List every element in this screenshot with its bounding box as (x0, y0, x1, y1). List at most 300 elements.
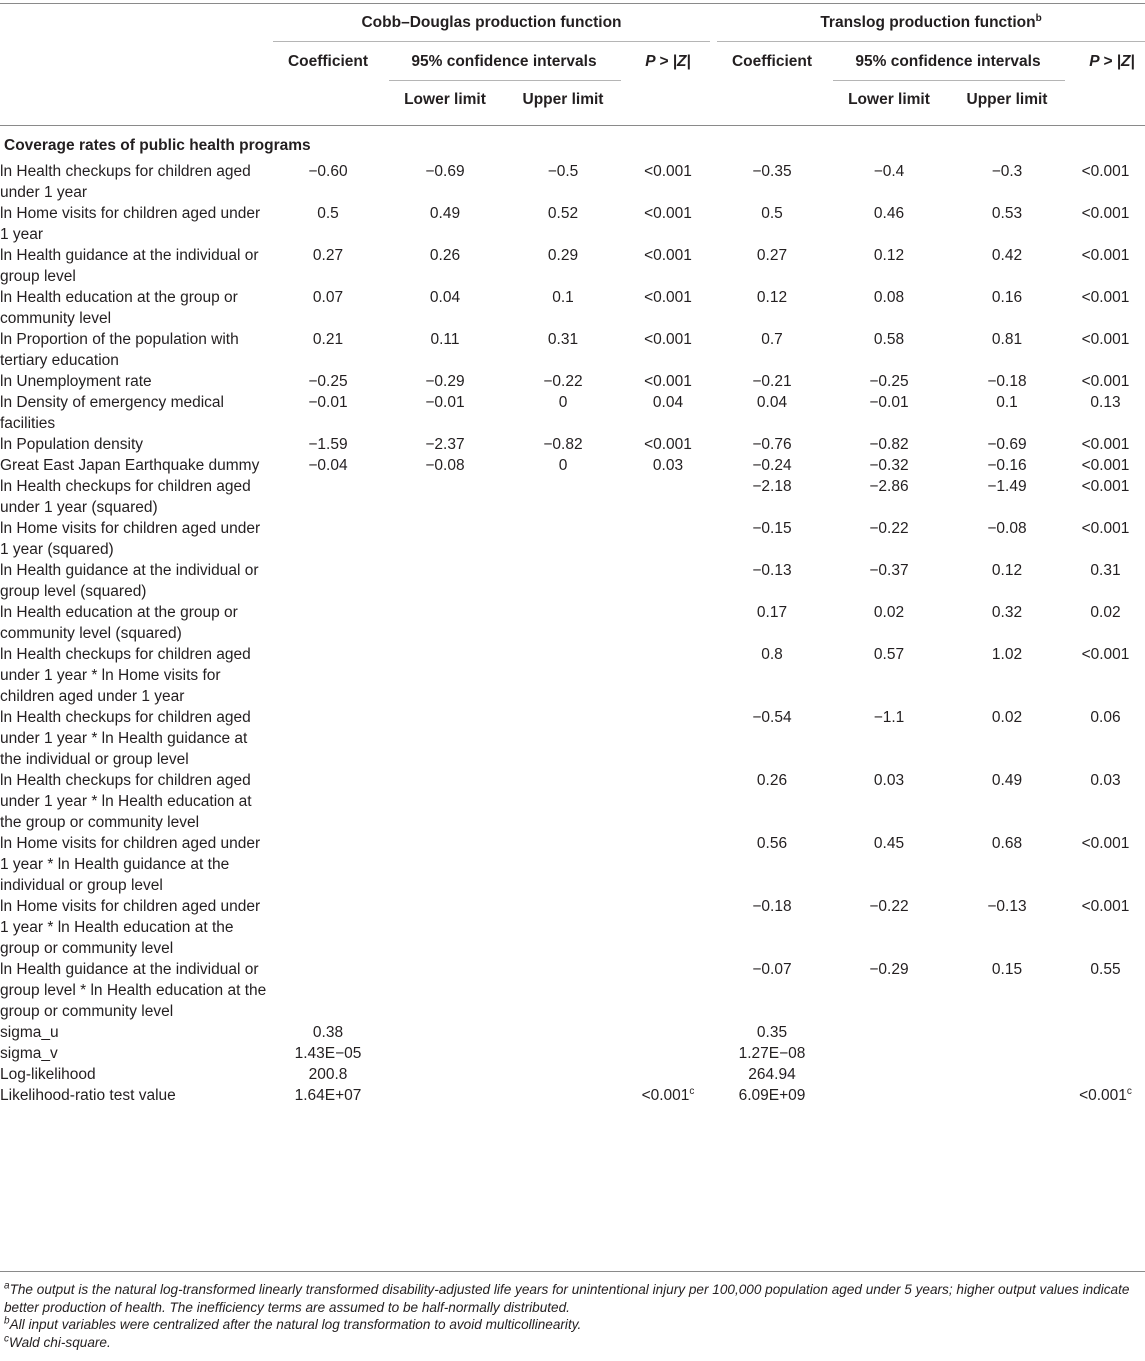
tl-coefficient-header: Coefficient (731, 53, 813, 70)
tl-lower-limit-cell (830, 476, 948, 518)
tl-lower-limit-cell (830, 1022, 948, 1043)
row-label: ln Health checkups for children aged under 1 year (squared) (0, 478, 251, 516)
tl-coefficient-value: 0.17 (756, 604, 788, 621)
cd-lower-limit-cell (386, 1043, 504, 1064)
tl-lower-limit-value: −0.25 (869, 373, 909, 390)
tl-coefficient-value: −0.35 (752, 163, 792, 180)
row-label: ln Health checkups for children aged under 1 year (0, 163, 251, 201)
tl-lower-limit-value: −0.22 (869, 520, 909, 537)
tl-coefficient-value: −0.21 (752, 373, 792, 390)
tl-coefficient-cell (714, 287, 830, 329)
table-row (0, 959, 1145, 1022)
footnote-mark: c (4, 1332, 9, 1344)
cd-upper-limit-cell (504, 707, 622, 770)
tl-p-value-cell (1066, 644, 1145, 707)
tl-header-text: Translog production function (820, 14, 1036, 31)
cd-upper-header: Upper limit (522, 91, 604, 108)
tl-p-value-cell (1066, 770, 1145, 833)
cd-lower-limit-cell (386, 161, 504, 203)
cd-coefficient-value: 200.8 (308, 1066, 348, 1083)
tl-p-value-cell (1066, 707, 1145, 770)
row-label: ln Health guidance at the individual or group level (squared) (0, 562, 259, 600)
cd-coefficient-cell (270, 602, 386, 644)
tl-p-value-cell (1066, 203, 1145, 245)
tl-upper-limit-cell (948, 161, 1066, 203)
footnote-mark: a (4, 1280, 10, 1292)
row-label: ln Proportion of the population with tertiary education (0, 331, 239, 369)
cd-coefficient-cell (270, 161, 386, 203)
tl-upper-limit-value: 0.32 (991, 604, 1023, 621)
tl-coefficient-value: 0.04 (756, 394, 788, 411)
cd-upper-limit-cell (504, 959, 622, 1022)
tl-lower-limit-cell (830, 896, 948, 959)
tl-coefficient-value: 0.8 (761, 646, 783, 663)
cd-upper-limit-value: 0.52 (547, 205, 579, 222)
cd-p-value-cell (622, 1043, 714, 1064)
tl-lower-limit-cell (830, 518, 948, 560)
tl-coefficient-value: −0.76 (752, 436, 792, 453)
tl-p-header (1066, 53, 1145, 71)
p-value-footnote-mark: c (689, 1085, 695, 1097)
tl-p-value-value: <0.001 (1081, 520, 1130, 537)
cd-upper-limit-cell (504, 203, 622, 245)
table-row (0, 602, 1145, 644)
tl-p-value-cell (1066, 329, 1145, 371)
tl-upper-limit-value: 0.68 (991, 835, 1023, 852)
tl-p-value-cell (1066, 959, 1145, 1022)
row-label: Great East Japan Earthquake dummy (0, 457, 260, 474)
cd-upper-limit-cell (504, 476, 622, 518)
cd-p-value-value: <0.001 (644, 163, 692, 180)
cd-coefficient-cell (270, 644, 386, 707)
cd-p-value-cell (622, 371, 714, 392)
tl-lower-limit-cell (830, 959, 948, 1022)
cd-upper-limit-value: −0.82 (543, 436, 583, 453)
tl-lower-limit-value: −0.32 (869, 457, 909, 474)
cd-upper-limit-value: 0 (558, 457, 568, 474)
table-row (0, 161, 1145, 203)
cd-coefficient-cell (270, 1064, 386, 1085)
tl-upper-limit-cell (948, 560, 1066, 602)
cd-p-value-cell (622, 518, 714, 560)
tl-ci-header: 95% confidence intervals (855, 53, 1041, 70)
cd-lower-limit-cell (386, 392, 504, 434)
tl-lower-limit-cell (830, 833, 948, 896)
tl-lower-limit-cell (830, 434, 948, 455)
tl-lower-limit-value: −0.4 (873, 163, 905, 180)
table-row (0, 770, 1145, 833)
tl-upper-limit-value: 0.42 (991, 247, 1023, 264)
cd-p-value-value: <0.001 (644, 247, 692, 264)
cd-upper-limit-value: 0.29 (547, 247, 579, 264)
cd-p-value-value: <0.001 (641, 1087, 690, 1104)
cd-coefficient-cell (270, 707, 386, 770)
tl-lower-limit-cell (830, 707, 948, 770)
tl-lower-limit-value: 0.58 (873, 331, 905, 348)
cd-coefficient-cell (270, 833, 386, 896)
row-label: ln Home visits for children aged under 1 year * ln Health education at the group or community level (0, 898, 261, 957)
table-row (0, 371, 1145, 392)
cd-p-value-value: 0.04 (652, 394, 684, 411)
table-row (0, 245, 1145, 287)
row-label: ln Health checkups for children aged under 1 year * ln Health education at the group or community level (0, 772, 252, 831)
cd-p-value-cell (622, 1022, 714, 1043)
cd-lower-limit-cell (386, 371, 504, 392)
cd-upper-limit-cell (504, 518, 622, 560)
tl-p-value-value: 0.31 (1090, 562, 1121, 579)
tl-coefficient-cell (714, 602, 830, 644)
table-row (0, 644, 1145, 707)
tl-lower-limit-cell (830, 602, 948, 644)
tl-lower-limit-value: 0.03 (873, 772, 905, 789)
row-label: sigma_u (0, 1024, 59, 1041)
cd-lower-limit-cell (386, 602, 504, 644)
row-label: ln Home visits for children aged under 1 year (squared) (0, 520, 261, 558)
tl-upper-limit-cell (948, 833, 1066, 896)
tl-upper-limit-value: 0.53 (991, 205, 1023, 222)
cd-upper-limit-cell (504, 560, 622, 602)
row-label: ln Health checkups for children aged under 1 year * ln Home visits for children aged under 1 year (0, 646, 251, 705)
tl-coefficient-cell (714, 959, 830, 1022)
cd-coefficient-cell (270, 203, 386, 245)
tl-coefficient-value: −0.54 (752, 709, 792, 726)
cd-upper-limit-value: 0.31 (547, 331, 579, 348)
tl-header (717, 14, 1145, 32)
tl-lower-limit-cell (830, 1043, 948, 1064)
row-label: Log-likelihood (0, 1066, 96, 1083)
tl-p-value-value: <0.001 (1081, 289, 1130, 306)
tl-coefficient-value: 0.26 (756, 772, 788, 789)
tl-p-value-value: 0.03 (1090, 772, 1121, 789)
tl-upper-limit-value: 0.15 (991, 961, 1023, 978)
tl-p-value-value: <0.001 (1081, 331, 1130, 348)
cd-coefficient-cell (270, 434, 386, 455)
tl-coefficient-cell (714, 1043, 830, 1064)
tl-upper-header: Upper limit (966, 91, 1048, 108)
tl-lower-limit-value: −0.01 (869, 394, 909, 411)
tl-p-value-cell (1066, 1085, 1145, 1106)
cd-p-value-cell (622, 329, 714, 371)
cd-coefficient-value: 0.5 (317, 205, 339, 222)
cd-upper-limit-cell (504, 161, 622, 203)
tl-upper-limit-cell (948, 476, 1066, 518)
cd-lower-limit-cell (386, 644, 504, 707)
tl-upper-limit-cell (948, 518, 1066, 560)
tl-lower-limit-cell (830, 161, 948, 203)
tl-p-value-value: <0.001 (1081, 835, 1130, 852)
footnote (4, 1334, 1140, 1352)
tl-coefficient-cell (714, 203, 830, 245)
p-value-footnote-mark: c (1126, 1085, 1132, 1097)
tl-coefficient-value: −0.18 (752, 898, 792, 915)
tl-upper-limit-value: 1.02 (991, 646, 1023, 663)
row-label: ln Population density (0, 436, 144, 453)
cd-coefficient-cell (270, 959, 386, 1022)
cd-p-value-cell (622, 560, 714, 602)
cd-lower-limit-value: −0.08 (425, 457, 465, 474)
tl-p-value-value: <0.001 (1081, 163, 1130, 180)
tl-coefficient-cell (714, 245, 830, 287)
cd-p-value-value: <0.001 (644, 331, 692, 348)
tl-upper-limit-cell (948, 203, 1066, 245)
tl-lower-limit-cell (830, 560, 948, 602)
cd-p-value-cell (622, 644, 714, 707)
tl-p-value-value: 0.02 (1090, 604, 1121, 621)
tl-upper-limit-value: −0.13 (987, 898, 1027, 915)
cd-coefficient-cell (270, 770, 386, 833)
tl-upper-limit-cell (948, 287, 1066, 329)
tl-upper-limit-cell (948, 455, 1066, 476)
cd-lower-limit-cell (386, 434, 504, 455)
tl-coefficient-value: 0.35 (756, 1024, 788, 1041)
tl-p-value-value: <0.001 (1081, 247, 1130, 264)
cd-lower-limit-cell (386, 455, 504, 476)
tl-coefficient-cell (714, 833, 830, 896)
row-label: ln Health guidance at the individual or group level * ln Health education at the group or community level (0, 961, 267, 1020)
cd-upper-limit-value: 0.1 (552, 289, 574, 306)
cd-upper-limit-cell (504, 392, 622, 434)
tl-coefficient-cell (714, 161, 830, 203)
tl-p-value-cell (1066, 1022, 1145, 1043)
cd-coefficient-value: 1.43E−05 (294, 1045, 362, 1062)
tl-p-value-cell (1066, 476, 1145, 518)
tl-lower-limit-value: 0.46 (873, 205, 905, 222)
tl-p-value-value: <0.001 (1081, 478, 1130, 495)
tl-lower-header: Lower limit (848, 91, 930, 108)
tl-coefficient-cell (714, 1085, 830, 1106)
cd-lower-header: Lower limit (404, 91, 486, 108)
tl-upper-limit-cell (948, 644, 1066, 707)
cd-coefficient-cell (270, 245, 386, 287)
tl-upper-limit-cell (948, 371, 1066, 392)
cd-coefficient-value: −0.01 (308, 394, 348, 411)
tl-upper-limit-value: −0.18 (987, 373, 1027, 390)
cd-upper-limit-value: 0 (558, 394, 568, 411)
tl-p-value-value: <0.001 (1079, 1087, 1127, 1104)
cd-upper-limit-cell (504, 602, 622, 644)
tl-lower-limit-value: −2.86 (869, 478, 909, 495)
cd-coefficient-cell (270, 455, 386, 476)
tl-lower-limit-cell (830, 203, 948, 245)
tl-lower-limit-cell (830, 371, 948, 392)
tl-upper-limit-cell (948, 770, 1066, 833)
table-bottom-rule (0, 1271, 1145, 1272)
tl-upper-limit-value: 0.49 (991, 772, 1023, 789)
cd-lower-limit-value: −0.29 (425, 373, 465, 390)
cd-p-value-cell (622, 161, 714, 203)
tl-upper-limit-cell (948, 1085, 1066, 1106)
tl-coefficient-value: 264.94 (748, 1066, 796, 1083)
tl-coefficient-cell (714, 1064, 830, 1085)
tl-coefficient-value: 1.27E−08 (738, 1045, 806, 1062)
tl-upper-limit-value: 0.16 (991, 289, 1023, 306)
table-row (0, 1085, 1145, 1106)
cd-p-value-value: <0.001 (644, 289, 692, 306)
cd-p-value-cell (622, 707, 714, 770)
tl-upper-limit-cell (948, 1064, 1066, 1085)
cd-p-value-value: 0.03 (652, 457, 684, 474)
table-row (0, 329, 1145, 371)
tl-lower-limit-value: 0.02 (873, 604, 905, 621)
tl-upper-limit-value: 0.81 (991, 331, 1023, 348)
cd-coefficient-cell (270, 1043, 386, 1064)
tl-lower-limit-value: −1.1 (873, 709, 905, 726)
cd-lower-limit-value: 0.11 (430, 331, 460, 348)
tl-p-value-value: 0.55 (1090, 961, 1121, 978)
tl-p-value-value: <0.001 (1081, 646, 1130, 663)
section-title: Coverage rates of public health programs (4, 137, 311, 154)
cd-lower-limit-cell (386, 203, 504, 245)
row-label: ln Health guidance at the individual or group level (0, 247, 259, 285)
cd-coefficient-cell (270, 392, 386, 434)
cd-p-value-cell (622, 392, 714, 434)
cd-coefficient-cell (270, 329, 386, 371)
tl-coefficient-value: −0.13 (752, 562, 792, 579)
cd-lower-limit-cell (386, 245, 504, 287)
cd-lower-limit-cell (386, 518, 504, 560)
cd-p-value-cell (622, 203, 714, 245)
cd-p-value-cell (622, 476, 714, 518)
cd-p-value-cell (622, 833, 714, 896)
tl-p-value-cell (1066, 287, 1145, 329)
row-label: Likelihood-ratio test value (0, 1087, 176, 1104)
cd-lower-limit-cell (386, 896, 504, 959)
cd-p-value-value: <0.001 (644, 373, 692, 390)
cd-upper-limit-cell (504, 245, 622, 287)
tl-coefficient-cell (714, 770, 830, 833)
tl-lower-limit-cell (830, 329, 948, 371)
table-row (0, 833, 1145, 896)
tl-upper-limit-value: −0.16 (987, 457, 1027, 474)
tl-upper-limit-cell (948, 329, 1066, 371)
cd-lower-limit-cell (386, 707, 504, 770)
tl-coefficient-cell (714, 371, 830, 392)
cd-lower-limit-cell (386, 959, 504, 1022)
tl-p-value-cell (1066, 455, 1145, 476)
tl-p-value-cell (1066, 833, 1145, 896)
table-row (0, 518, 1145, 560)
tl-coefficient-cell (714, 518, 830, 560)
cd-ci-header: 95% confidence intervals (411, 53, 597, 70)
cd-lower-limit-cell (386, 1064, 504, 1085)
tl-upper-limit-cell (948, 392, 1066, 434)
tl-upper-limit-value: 0.02 (991, 709, 1023, 726)
cd-upper-limit-cell (504, 644, 622, 707)
tl-coefficient-cell (714, 560, 830, 602)
tl-lower-limit-cell (830, 455, 948, 476)
cd-lower-limit-cell (386, 1022, 504, 1043)
tl-upper-limit-cell (948, 602, 1066, 644)
cd-coefficient-cell (270, 1085, 386, 1106)
cd-upper-limit-cell (504, 287, 622, 329)
cd-upper-limit-cell (504, 329, 622, 371)
table-row (0, 392, 1145, 434)
tl-p-value-cell (1066, 1043, 1145, 1064)
cd-coefficient-cell (270, 371, 386, 392)
tl-upper-limit-cell (948, 245, 1066, 287)
tl-upper-limit-cell (948, 707, 1066, 770)
cd-upper-limit-cell (504, 1085, 622, 1106)
cd-coefficient-value: −0.60 (308, 163, 348, 180)
cd-coefficient-header: Coefficient (287, 53, 369, 70)
cd-coefficient-value: 0.38 (312, 1024, 344, 1041)
row-label: ln Health checkups for children aged under 1 year * ln Health guidance at the individual or group level (0, 709, 251, 768)
tl-coefficient-value: −0.15 (752, 520, 792, 537)
row-label: ln Home visits for children aged under 1 year (0, 205, 261, 243)
tl-lower-limit-value: −0.22 (869, 898, 909, 915)
cd-coefficient-cell (270, 1022, 386, 1043)
table-row (0, 455, 1145, 476)
header-bottom-rule (0, 125, 1145, 126)
tl-upper-limit-cell (948, 959, 1066, 1022)
cd-coefficient-cell (270, 560, 386, 602)
tl-coefficient-value: 0.12 (756, 289, 788, 306)
tl-coefficient-cell (714, 1022, 830, 1043)
tl-group-rule (717, 41, 1145, 42)
tl-upper-limit-value: −0.3 (991, 163, 1023, 180)
tl-lower-limit-cell (830, 1085, 948, 1106)
cd-lower-limit-value: −0.69 (425, 163, 465, 180)
tl-upper-limit-cell (948, 1043, 1066, 1064)
results-table (0, 161, 1145, 1106)
tl-lower-limit-value: −0.29 (869, 961, 909, 978)
cd-lower-limit-value: 0.49 (429, 205, 461, 222)
tl-lower-limit-cell (830, 287, 948, 329)
tl-coefficient-cell (714, 707, 830, 770)
tl-coefficient-value: −0.07 (752, 961, 792, 978)
cd-coefficient-value: −0.04 (308, 457, 348, 474)
table-row (0, 1022, 1145, 1043)
cd-coefficient-value: −1.59 (308, 436, 348, 453)
tl-p-value-value: <0.001 (1081, 898, 1130, 915)
cd-upper-limit-cell (504, 1064, 622, 1085)
cd-p-value-cell (622, 896, 714, 959)
row-label: ln Unemployment rate (0, 373, 152, 390)
results-table-body (0, 161, 1145, 1106)
cd-p-value-value: <0.001 (644, 436, 692, 453)
cd-p-header (622, 53, 714, 71)
tl-lower-limit-cell (830, 644, 948, 707)
tl-lower-limit-value: 0.08 (873, 289, 905, 306)
cd-coefficient-cell (270, 896, 386, 959)
tl-upper-limit-value: −0.69 (987, 436, 1027, 453)
tl-p-value-value: 0.13 (1090, 394, 1121, 411)
tl-p-value-value: <0.001 (1081, 457, 1130, 474)
table-row (0, 476, 1145, 518)
tl-ci-rule (833, 80, 1065, 81)
tl-upper-limit-cell (948, 896, 1066, 959)
cd-lower-limit-value: 0.04 (429, 289, 461, 306)
tl-upper-limit-value: 0.1 (996, 394, 1018, 411)
cd-header: Cobb–Douglas production function (361, 14, 622, 31)
cd-p-value-value: <0.001 (644, 205, 692, 222)
tl-lower-limit-cell (830, 245, 948, 287)
row-label: ln Home visits for children aged under 1 year * ln Health guidance at the individual or group level (0, 835, 261, 894)
cd-lower-limit-value: 0.26 (429, 247, 461, 264)
tl-coefficient-value: 0.27 (756, 247, 788, 264)
tl-upper-limit-cell (948, 1022, 1066, 1043)
tl-lower-limit-value: −0.37 (869, 562, 909, 579)
tl-lower-limit-cell (830, 1064, 948, 1085)
tl-p-header-text: P > |Z| (1089, 53, 1135, 70)
cd-p-value-cell (622, 770, 714, 833)
cd-lower-limit-value: −0.01 (425, 394, 465, 411)
tl-coefficient-value: −0.24 (752, 457, 792, 474)
cd-lower-limit-cell (386, 1085, 504, 1106)
cd-coefficient-cell (270, 476, 386, 518)
table-row (0, 896, 1145, 959)
tl-coefficient-value: −2.18 (752, 478, 792, 495)
